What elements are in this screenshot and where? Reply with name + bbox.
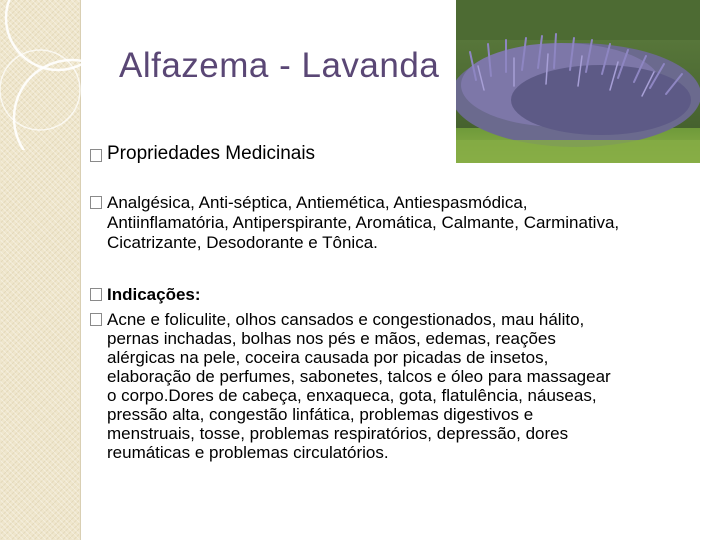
bullet-text-line: Cicatrizante, Desodorante e Tônica. — [107, 233, 378, 252]
bullet-text-line: Acne e foliculite, olhos cansados e congestionados, mau hálito, — [107, 310, 585, 329]
checkbox-bullet-icon — [90, 288, 102, 301]
bullet-text-line: menstruais, tosse, problemas respiratórios, depressão, dores — [107, 424, 569, 443]
bullet-text-line: elaboração de perfumes, sabonetes, talcos e óleo para massagear — [107, 367, 611, 386]
bullet-text-line: pernas inchadas, bolhas nos pés e mãos, edemas, reações — [107, 329, 556, 348]
slide-title: Alfazema - Lavanda — [119, 46, 440, 85]
bullet-text-line: Analgésica, Anti-séptica, Antiemética, Antiespasmódica, — [107, 193, 528, 212]
bullet-text: Propriedades Medicinais — [107, 143, 316, 164]
bullet-text-line: alérgicas na pele, coceira causada por picadas de insetos, — [107, 348, 549, 367]
bullet-text-line: reumáticas e problemas circulatórios. — [107, 443, 389, 462]
bullet-text-line: o corpo.Dores de cabeça, enxaqueca, gota, flatulência, náuseas, — [107, 386, 597, 405]
checkbox-bullet-icon — [90, 313, 102, 326]
bullet-text: Indicações: — [107, 285, 201, 304]
checkbox-bullet-icon — [90, 196, 102, 209]
bullet-text-line: pressão alta, congestão linfática, problemas digestivos e — [107, 405, 534, 424]
checkbox-bullet-icon — [90, 149, 102, 162]
bullet-text-line: Antiinflamatória, Antiperspirante, Aromática, Calmante, Carminativa, — [107, 213, 620, 232]
lavender-bush-photo — [456, 0, 700, 163]
